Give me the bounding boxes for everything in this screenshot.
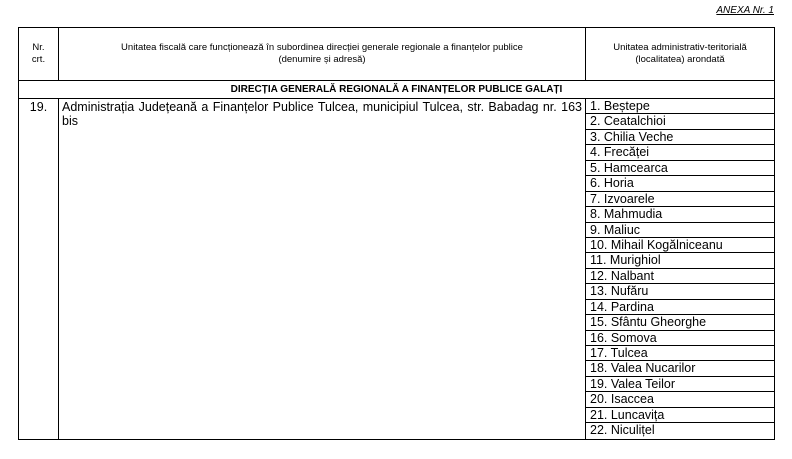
section-row: [19, 81, 775, 99]
row-number: 19.: [19, 99, 59, 440]
list-item: 22. Niculițel: [590, 423, 655, 438]
header-row: [19, 28, 775, 81]
list-item: 14. Pardina: [586, 300, 774, 315]
list-item: 18. Valea Nucarilor: [586, 361, 774, 376]
list-item: 16. Somova: [586, 331, 774, 346]
list-item: 10. Mihail Kogălniceanu: [586, 238, 774, 253]
header-nr: Nr. crt.: [19, 28, 59, 81]
list-item: 7. Izvoarele: [586, 192, 774, 207]
fiscal-unit-description: Administrația Județeană a Finanțelor Publice Tulcea, municipiul Tulcea, str. Babadag nr. 163 bis: [59, 99, 586, 440]
list-item: 11. Murighiol: [586, 253, 774, 268]
list-item: 5. Hamcearca: [586, 161, 774, 176]
header-locality: Unitatea administrativ-teritorială (localitatea) arondată: [586, 28, 775, 81]
list-item: 20. Isaccea: [586, 392, 774, 407]
list-item: 17. Tulcea: [586, 346, 774, 361]
list-item: 4. Frecăței: [586, 145, 774, 160]
annex-label: ANEXA Nr. 1: [716, 5, 774, 16]
list-item: 8. Mahmudia: [586, 207, 774, 222]
localities-table: [18, 27, 775, 440]
list-item: 6. Horia: [586, 176, 774, 191]
list-item: 15. Sfântu Gheorghe: [586, 315, 774, 330]
list-item: 3. Chilia Veche: [586, 130, 774, 145]
section-title: DIRECȚIA GENERALĂ REGIONALĂ A FINANȚELOR PUBLICE GALAȚI: [19, 81, 775, 99]
list-item: 9. Maliuc: [586, 223, 774, 238]
locality-list: [586, 99, 775, 440]
list-item: 12. Nalbant: [586, 269, 774, 284]
list-item: 1. Beștepe: [586, 99, 774, 114]
table-row: [19, 99, 775, 440]
list-item: 19. Valea Teilor: [586, 377, 774, 392]
list-item: 2. Ceatalchioi: [586, 114, 774, 129]
list-item: 21. Luncavița: [586, 408, 774, 423]
list-item: 13. Nufăru: [586, 284, 774, 299]
header-unit: Unitatea fiscală care funcționează în subordinea direcției generale regionale a finanțelor publice (denumire și adresă): [59, 28, 586, 81]
